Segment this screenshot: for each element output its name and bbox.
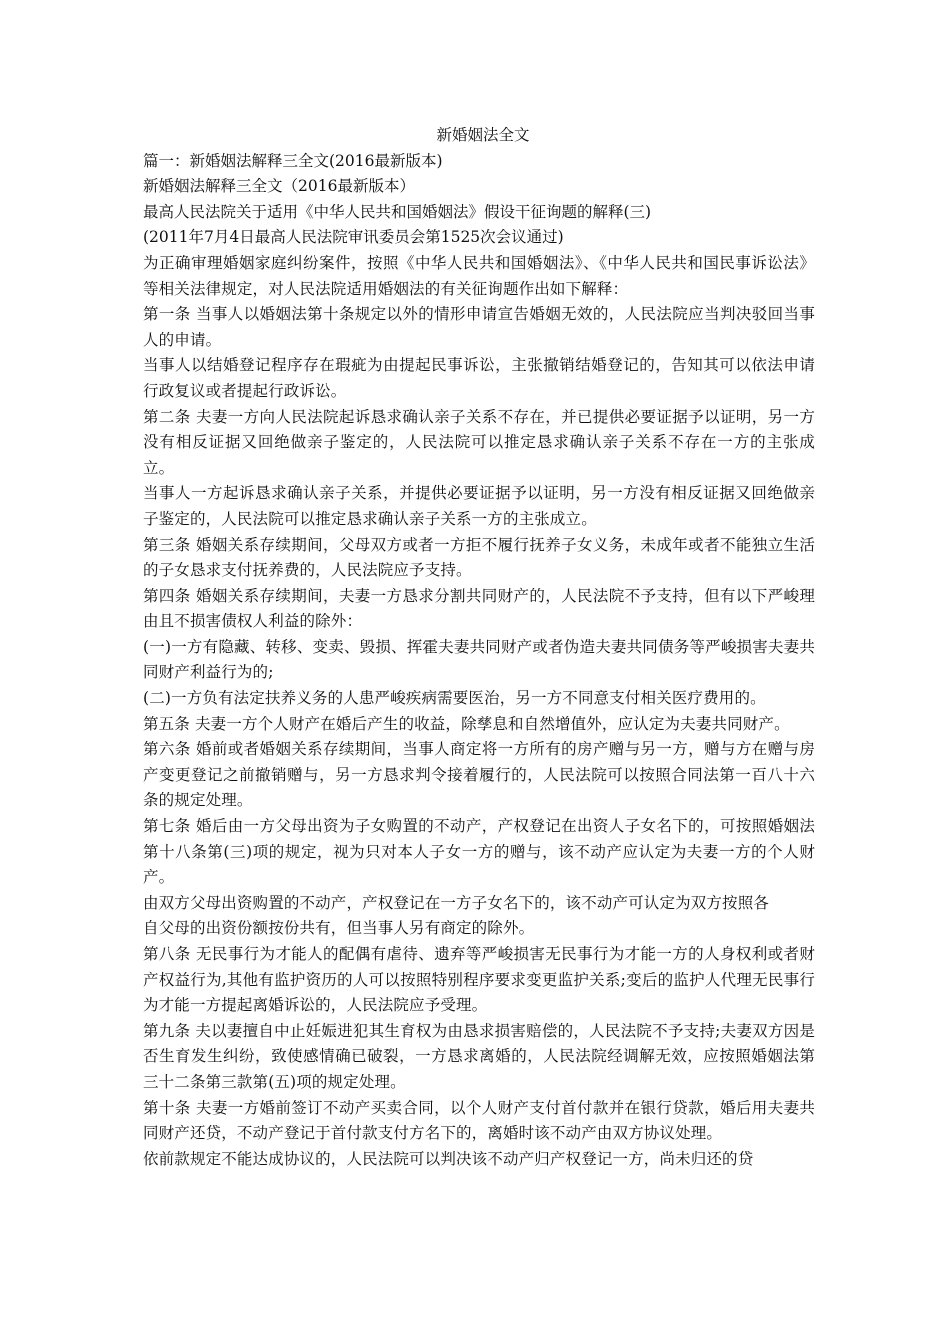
heading-subtitle: 新婚姻法解释三全文（2016最新版本）	[143, 177, 415, 196]
paragraph-article-1: 第一条 当事人以婚姻法第十条规定以外的情形申请宣告婚姻无效的，人民法院应当判决驳回当事人的申请。	[143, 305, 815, 349]
paragraph-article-7: 第七条 婚后由一方父母出资为子女购置的不动产，产权登记在出资人子女名下的，可按照婚姻法第十八条第(三)项的规定，视为只对本人子女一方的赠与，该不动产应认定为夫妻一方的个人财产。	[143, 817, 815, 887]
heading-adoption-note: (2011年7月4日最高人民法院审讯委员会第1525次会议通过)	[143, 228, 564, 247]
paragraph-article-8: 第八条 无民事行为才能人的配偶有虐待、遗弃等严峻损害无民事行为才能一方的人身权利或者财产权益行为,其他有监护资历的人可以按照特别程序要求变更监护关系;变后的监护人代理无民事行为才能一方提起离婚诉讼的，人民法院应予受理。	[143, 945, 815, 1015]
paragraph-article-6: 第六条 婚前或者婚姻关系存续期间，当事人商定将一方所有的房产赠与另一方，赠与方在赠与房产变更登记之前撤销赠与，另一方恳求判令接着履行的，人民法院可以按照合同法第一百八十六条的规定处理。	[143, 740, 815, 810]
document-title: 新婚姻法全文	[436, 126, 530, 144]
paragraph-article-2-clause-2: 当事人一方起诉恳求确认亲子关系，并提供必要证据予以证明，另一方没有相反证据又回绝做亲子鉴定的，人民法院可以推定恳求确认亲子关系一方的主张成立。	[143, 484, 815, 528]
paragraph-article-10-clause-2: 依前款规定不能达成协议的，人民法院可以判决该不动产归产权登记一方，尚未归还的贷	[143, 1149, 754, 1168]
heading-interpretation: 最高人民法院关于适用《中华人民共和国婚姻法》假设干征询题的解释(三)	[143, 202, 652, 221]
heading-article-one: 篇一：新婚姻法解释三全文(2016最新版本)	[143, 151, 443, 170]
paragraph-article-4-item-2: (二)一方负有法定扶养义务的人患严峻疾病需要医治，另一方不同意支付相关医疗费用的。	[143, 689, 766, 708]
paragraph-preamble: 为正确审理婚姻家庭纠纷案件，按照《中华人民共和国婚姻法》、《中华人民共和国民事诉讼法》等相关法律规定，对人民法院适用婚姻法的有关征询题作出如下解释：	[143, 253, 815, 298]
paragraph-article-1-clause-2: 当事人以结婚登记程序存在瑕疵为由提起民事诉讼，主张撤销结婚登记的，告知其可以依法申请行政复议或者提起行政诉讼。	[143, 356, 815, 400]
document-body	[143, 123, 815, 1172]
paragraph-article-9: 第九条 夫以妻擅自中止妊娠进犯其生育权为由恳求损害赔偿的，人民法院不予支持;夫妻双方因是否生育发生纠纷，致使感情确已破裂，一方恳求离婚的，人民法院经调解无效，应按照婚姻法第三十二条第三款第(五)项的规定处理。	[143, 1021, 815, 1091]
paragraph-article-3: 第三条 婚姻关系存续期间，父母双方或者一方拒不履行抚养子女义务，未成年或者不能独立生活的子女恳求支付抚养费的，人民法院应予支持。	[143, 535, 815, 580]
paragraph-article-7-clause-2: 由双方父母出资购置的不动产，产权登记在一方子女名下的，该不动产可认定为双方按照各	[143, 893, 770, 912]
paragraph-article-2: 第二条 夫妻一方向人民法院起诉恳求确认亲子关系不存在，并已提供必要证据予以证明，另一方没有相反证据又回绝做亲子鉴定的，人民法院可以推定恳求确认亲子关系不存在一方的主张成立。	[143, 407, 815, 477]
paragraph-article-10: 第十条 夫妻一方婚前签订不动产买卖合同，以个人财产支付首付款并在银行贷款，婚后用夫妻共同财产还贷，不动产登记于首付款支付方名下的，离婚时该不动产由双方协议处理。	[143, 1098, 815, 1143]
paragraph-article-7-clause-2-cont: 自父母的出资份额按份共有，但当事人另有商定的除外。	[143, 919, 535, 938]
paragraph-article-4: 第四条 婚姻关系存续期间，夫妻一方恳求分割共同财产的，人民法院不予支持，但有以下严峻理由且不损害债权人利益的除外：	[143, 586, 815, 631]
paragraph-article-5: 第五条 夫妻一方个人财产在婚后产生的收益，除孳息和自然增值外，应认定为夫妻共同财产。	[143, 714, 790, 733]
paragraph-article-4-item-1: (一)一方有隐藏、转移、变卖、毁损、挥霍夫妻共同财产或者伪造夫妻共同债务等严峻损害夫妻共同财产利益行为的;	[143, 637, 815, 682]
